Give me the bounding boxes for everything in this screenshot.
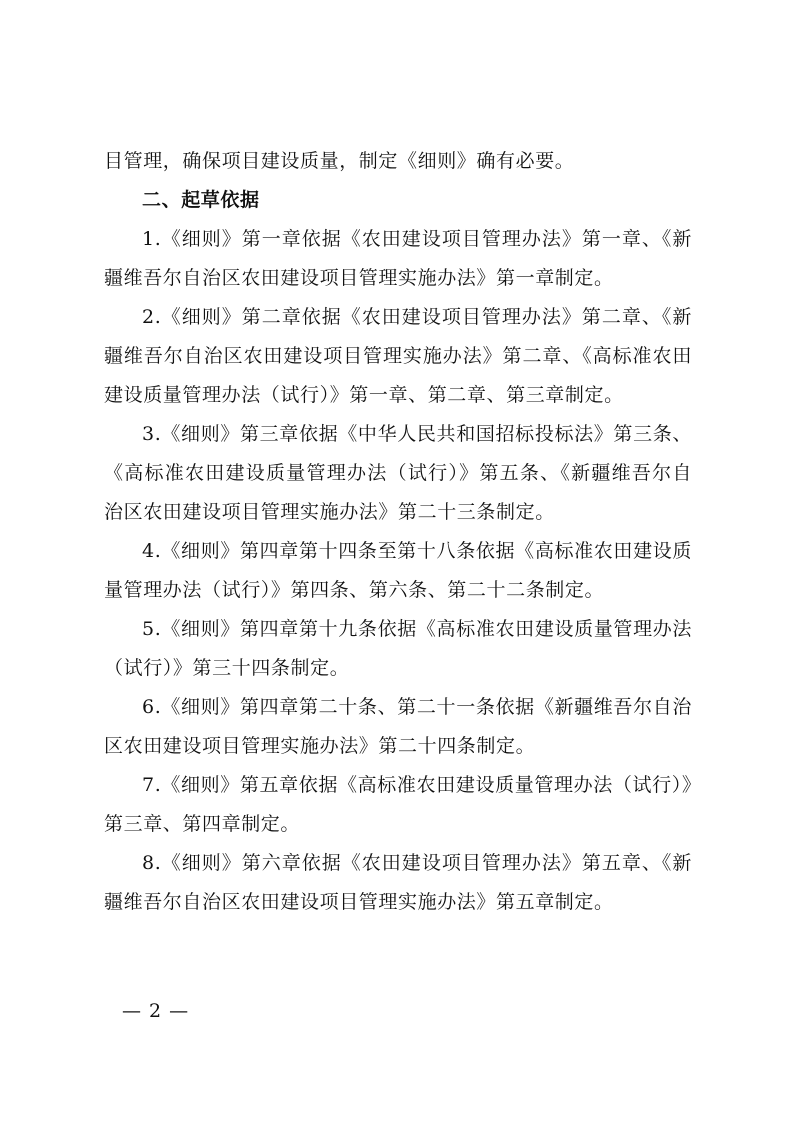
paragraph-item-1: 1.《细则》第一章依据《农田建设项目管理办法》第一章、《新疆维吾尔自治区农田建设项目管理实施办法》第一章制定。 (104, 228, 692, 289)
paragraph-item-5: 5.《细则》第四章第十九条依据《高标准农田建设质量管理办法（试行）》第三十四条制定。 (104, 618, 692, 679)
section-heading: 二、起草依据 (142, 189, 260, 211)
document-body (104, 142, 692, 922)
paragraph-item-6: 6.《细则》第四章第二十条、第二十一条依据《新疆维吾尔自治区农田建设项目管理实施办法》第二十四条制定。 (104, 696, 692, 757)
paragraph-item-8: 8.《细则》第六章依据《农田建设项目管理办法》第五章、《新疆维吾尔自治区农田建设项目管理实施办法》第五章制定。 (104, 852, 692, 913)
paragraph-item-2: 2.《细则》第二章依据《农田建设项目管理办法》第二章、《新疆维吾尔自治区农田建设项目管理实施办法》第二章、《高标准农田建设质量管理办法（试行）》第一章、第二章、第三章制定。 (104, 306, 692, 406)
paragraph-item-7: 7.《细则》第五章依据《高标准农田建设质量管理办法（试行）》第三章、第四章制定。 (104, 774, 692, 835)
paragraph-item-4: 4.《细则》第四章第十四条至第十八条依据《高标准农田建设质量管理办法（试行）》第四条、第六条、第二十二条制定。 (104, 540, 692, 601)
paragraph-continuation: 目管理，确保项目建设质量，制定《细则》确有必要。 (104, 150, 575, 172)
page-number: — 2 — (122, 1000, 190, 1022)
paragraph-item-3: 3.《细则》第三章依据《中华人民共和国招标投标法》第三条、《高标准农田建设质量管理办法（试行）》第五条、《新疆维吾尔自治区农田建设项目管理实施办法》第二十三条制定。 (104, 423, 692, 523)
